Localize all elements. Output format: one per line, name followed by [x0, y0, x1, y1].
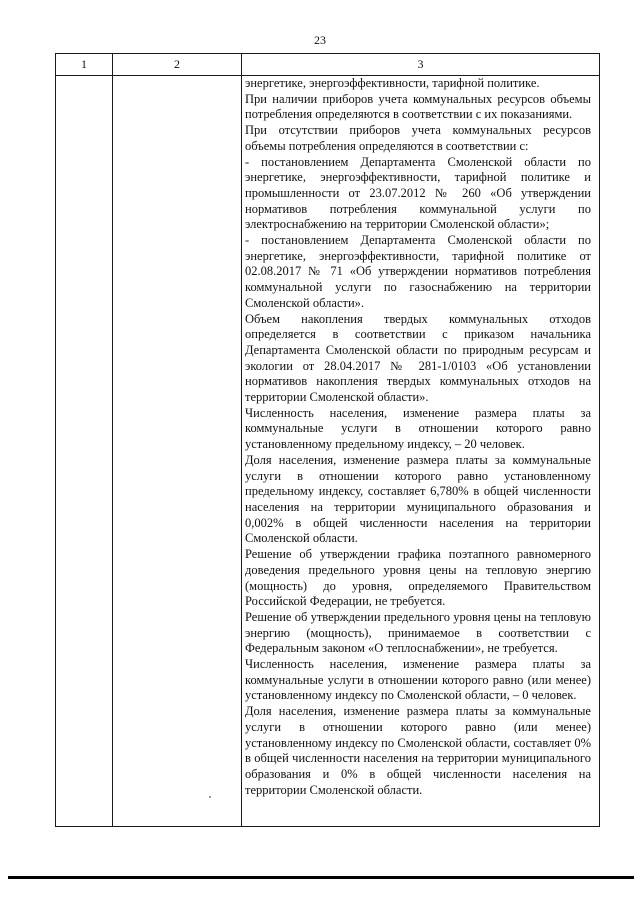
paragraph-2: При наличии приборов учета коммунальных ресурсов объемы потребления определяются в соответствии с их показаниями. — [245, 91, 591, 122]
bottom-rule — [8, 876, 634, 879]
paragraph-10: Решение об утверждении предельного уровня цены на тепловую энергию (мощность), принимаемое в соответствии с Федеральным законом «О теплоснабжении», не требуется. — [245, 609, 591, 656]
paragraph-12: Доля населения, изменение размера платы за коммунальные услуги в отношении которого равно (или менее) установленному индексу по Смоленской области, составляет 0% в общей численности населения на территории муниципального образования и 0% в общей численности населения на территории Смоленской области. — [245, 704, 591, 797]
document-table — [55, 53, 600, 827]
paragraph-8: Доля населения, изменение размера платы за коммунальные услуги в отношении которого равно установленному предельному индексу, составляет 6,780% в общей численности населения на территории муниципального образования и 0,002% в общей численности населения на территории Смоленской области. — [245, 452, 591, 546]
page-number: 23 — [314, 33, 326, 47]
paragraph-5: - постановлением Департамента Смоленской области по энергетике, энергоэффективности, тарифной политике от 02.08.2017 № 71 «Об утверждении нормативов потребления коммунальной услуги по газоснабжению на территории Смоленской области». — [245, 233, 591, 310]
paragraph-6: Объем накопления твердых коммунальных отходов определяется в соответствии с приказом начальника Департамента Смоленской области по природным ресурсам и экологии от 28.04.2017 № 281-1/0103 «Об установлении нормативов накопления твердых коммунальных отходов на территории Смоленской области». — [245, 311, 591, 405]
paragraph-9: Решение об утверждении графика поэтапного равномерного доведения предельного уровня цены на тепловую энергию (мощность) до уровня, определяемого Правительством Российской Федерации, не требуется. — [245, 547, 591, 609]
paragraph-11: Численность населения, изменение размера платы за коммунальные услуги в отношении которого равно (или менее) установленному индексу по Смоленской области, – 0 человек. — [245, 657, 591, 703]
scan-speck — [209, 796, 211, 798]
column-header-1: 1 — [81, 57, 87, 71]
column-header-3: 3 — [417, 57, 424, 71]
column-divider-2 — [241, 54, 242, 826]
column-3-text — [245, 76, 591, 798]
table-header-row — [56, 54, 599, 76]
column-divider-1 — [112, 54, 113, 826]
paragraph-3: При отсутствии приборов учета коммунальных ресурсов объемы потребления определяются в соответствии с: — [245, 123, 591, 153]
column-header-2: 2 — [174, 57, 180, 71]
paragraph-4: - постановлением Департамента Смоленской области по энергетике, энергоэффективности, тарифной политике и промышленности от 23.07.2012 № 260 «Об утверждении нормативов потребления коммунальной услуги по электроснабжению на территории Смоленской области»; — [245, 154, 591, 232]
paragraph-7: Численность населения, изменение размера платы за коммунальные услуги в отношении которого равно установленному предельному индексу, – 20 человек. — [245, 405, 591, 452]
paragraph-1: энергетике, энергоэффективности, тарифной политике. — [245, 76, 540, 90]
